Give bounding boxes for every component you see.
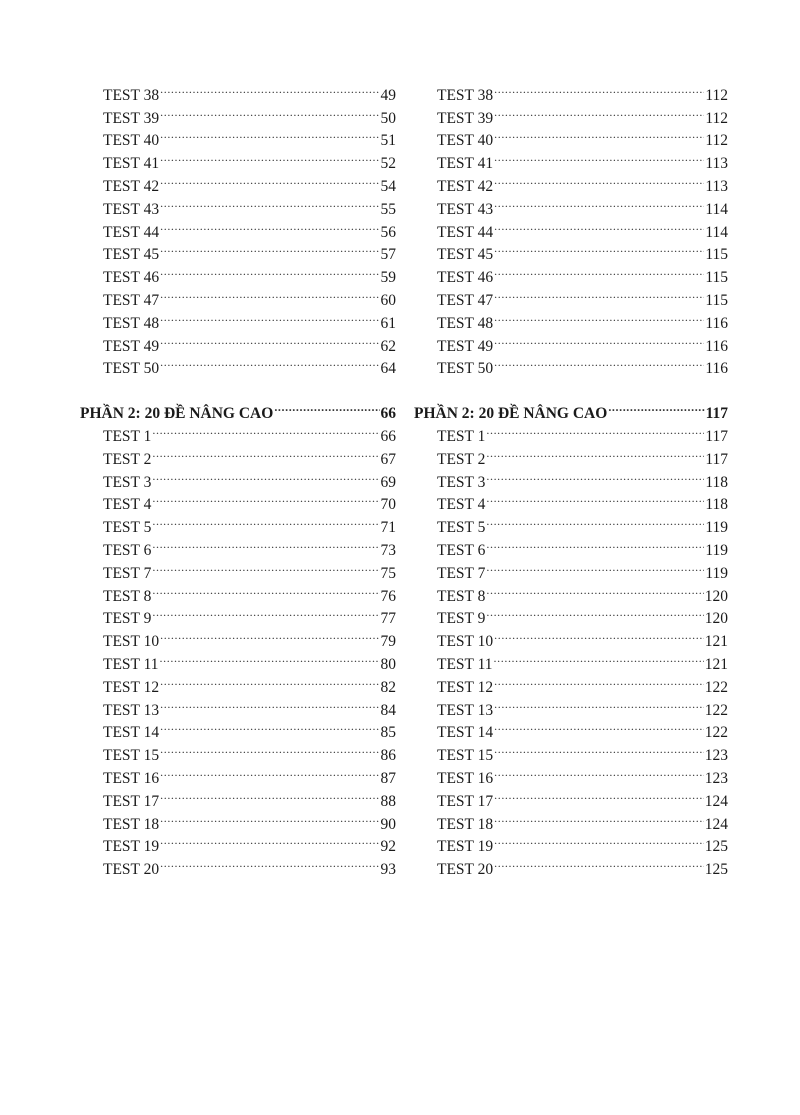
toc-entry-label: TEST 45 [103, 246, 160, 264]
toc-entry-page-number: 71 [380, 519, 396, 537]
toc-entry-page-number: 122 [704, 701, 728, 719]
dot-leader [608, 395, 704, 418]
toc-entry-page-number: 66 [380, 427, 396, 445]
toc-entry-label: TEST 47 [437, 291, 494, 309]
toc-entry-label: TEST 50 [437, 360, 494, 378]
toc-entry-page-number: 121 [704, 655, 728, 673]
dot-leader [152, 509, 379, 532]
dot-leader [494, 715, 704, 738]
dot-leader [494, 783, 704, 806]
toc-entry-label: PHẦN 2: 20 ĐỀ NÂNG CAO [80, 405, 274, 423]
dot-leader [494, 328, 704, 351]
toc-entry-page-number: 49 [380, 86, 396, 104]
toc-entry-page-number: 54 [380, 177, 396, 195]
dot-leader [160, 623, 379, 646]
toc-entry-label: TEST 8 [437, 587, 486, 605]
toc-entry-label: TEST 3 [437, 473, 486, 491]
toc-entry-label: TEST 7 [437, 564, 486, 582]
dot-leader [152, 532, 379, 555]
toc-entry-page-number: 119 [705, 519, 728, 537]
toc-entry-label: TEST 9 [103, 610, 152, 628]
section-heading [80, 395, 396, 423]
dot-leader [494, 168, 704, 191]
dot-leader [160, 646, 380, 669]
toc-entry-page-number: 124 [704, 792, 728, 810]
toc-entry-label: TEST 17 [103, 792, 160, 810]
toc-entry-label: TEST 1 [437, 427, 486, 445]
toc-entry-page-number: 115 [705, 291, 728, 309]
dot-leader [494, 191, 704, 214]
dot-leader [494, 806, 704, 829]
toc-entry-page-number: 116 [705, 360, 728, 378]
toc-entry-page-number: 52 [380, 155, 396, 173]
toc-entry-label: TEST 46 [103, 269, 160, 287]
toc-entry-label: TEST 2 [437, 450, 486, 468]
dot-leader [160, 737, 379, 760]
section-heading [414, 395, 728, 423]
dot-leader [494, 669, 704, 692]
toc-entry-label: PHẦN 2: 20 ĐỀ NÂNG CAO [414, 405, 608, 423]
toc-entry-page-number: 118 [705, 496, 728, 514]
toc-entry-label: TEST 10 [103, 633, 160, 651]
dot-leader [486, 578, 703, 601]
dot-leader [160, 351, 379, 374]
dot-leader [494, 237, 704, 260]
toc-entry-label: TEST 38 [437, 86, 494, 104]
toc-entry-page-number: 114 [705, 200, 728, 218]
dot-leader [160, 145, 379, 168]
toc-entry-label: TEST 10 [437, 633, 494, 651]
toc-entry-page-number: 112 [705, 86, 728, 104]
dot-leader [152, 487, 379, 510]
toc-column-right [414, 77, 728, 879]
toc-entry-label: TEST 41 [437, 155, 494, 173]
toc-entry-label: TEST 38 [103, 86, 160, 104]
toc-entry-label: TEST 1 [103, 427, 152, 445]
toc-entry-label: TEST 12 [103, 678, 160, 696]
toc-entry-label: TEST 3 [103, 473, 152, 491]
dot-leader [494, 100, 704, 123]
toc-entry-label: TEST 47 [103, 291, 160, 309]
toc-entry-label: TEST 12 [437, 678, 494, 696]
dot-leader [494, 351, 704, 374]
toc-entry-page-number: 115 [705, 269, 728, 287]
dot-leader [152, 555, 379, 578]
dot-leader [152, 464, 379, 487]
toc-entry-page-number: 82 [380, 678, 396, 696]
toc-entry-page-number: 73 [380, 541, 396, 559]
dot-leader [494, 760, 704, 783]
toc-entry-label: TEST 5 [103, 519, 152, 537]
dot-leader [160, 669, 379, 692]
toc-entry-label: TEST 2 [103, 450, 152, 468]
toc-entry-page-number: 50 [380, 109, 396, 127]
toc-entry-label: TEST 6 [103, 541, 152, 559]
toc-entry-page-number: 79 [380, 633, 396, 651]
toc-entry-label: TEST 5 [437, 519, 486, 537]
toc-entry-label: TEST 46 [437, 269, 494, 287]
dot-leader [486, 418, 704, 441]
dot-leader [160, 237, 379, 260]
toc-entry-page-number: 64 [380, 360, 396, 378]
toc-entry-page-number: 61 [380, 314, 396, 332]
toc-entry-label: TEST 48 [103, 314, 160, 332]
dot-leader [494, 829, 704, 852]
toc-entry-page-number: 123 [704, 747, 728, 765]
toc-entry-label: TEST 43 [437, 200, 494, 218]
toc-entry-page-number: 88 [380, 792, 396, 810]
dot-leader [160, 191, 379, 214]
dot-leader [494, 77, 704, 100]
toc-entry-page-number: 62 [380, 337, 396, 355]
dot-leader [486, 441, 704, 464]
dot-leader [486, 532, 704, 555]
toc-entry-label: TEST 42 [437, 177, 494, 195]
toc-entry-label: TEST 20 [103, 861, 160, 879]
toc-entry-page-number: 124 [704, 815, 728, 833]
toc-entry-page-number: 113 [705, 177, 728, 195]
toc-entry-label: TEST 4 [103, 496, 152, 514]
toc-entry-label: TEST 4 [437, 496, 486, 514]
toc-entry-page-number: 55 [380, 200, 396, 218]
toc-entry-label: TEST 39 [437, 109, 494, 127]
toc-entry-label: TEST 43 [103, 200, 160, 218]
toc-entry [80, 77, 396, 104]
toc-entry-page-number: 85 [380, 724, 396, 742]
dot-leader [494, 214, 704, 237]
toc-entry-label: TEST 50 [103, 360, 160, 378]
toc-entry-label: TEST 18 [103, 815, 160, 833]
toc-entry-page-number: 60 [380, 291, 396, 309]
toc-entry-label: TEST 20 [437, 861, 494, 879]
toc-entry-page-number: 112 [705, 132, 728, 150]
dot-leader [494, 737, 704, 760]
toc-entry-page-number: 119 [705, 541, 728, 559]
toc-entry-page-number: 57 [380, 246, 396, 264]
toc-entry-label: TEST 40 [103, 132, 160, 150]
toc-entry-label: TEST 40 [437, 132, 494, 150]
toc-entry-page-number: 69 [380, 473, 396, 491]
toc-entry-page-number: 70 [380, 496, 396, 514]
toc-entry-page-number: 120 [704, 587, 728, 605]
dot-leader [494, 623, 704, 646]
toc-entry-page-number: 117 [705, 427, 728, 445]
dot-leader [160, 851, 379, 874]
dot-leader [274, 395, 379, 418]
toc-entry-page-number: 112 [705, 109, 728, 127]
toc-entry [414, 77, 728, 104]
toc-entry-page-number: 56 [380, 223, 396, 241]
toc-entry-label: TEST 49 [437, 337, 494, 355]
toc-entry-label: TEST 39 [103, 109, 160, 127]
toc-entry-page-number: 115 [705, 246, 728, 264]
dot-leader [486, 509, 704, 532]
dot-leader [160, 259, 379, 282]
dot-leader [160, 760, 379, 783]
toc-entry-page-number: 117 [705, 450, 728, 468]
dot-leader [160, 829, 379, 852]
toc-entry-page-number: 118 [705, 473, 728, 491]
dot-leader [494, 851, 704, 874]
toc-entry-page-number: 121 [704, 633, 728, 651]
dot-leader [486, 601, 703, 624]
dot-leader [152, 441, 379, 464]
toc-entry-page-number: 122 [704, 724, 728, 742]
toc-entry-label: TEST 13 [437, 701, 494, 719]
toc-entry-page-number: 114 [705, 223, 728, 241]
toc-entry-page-number: 67 [380, 450, 396, 468]
toc-entry-page-number: 59 [380, 269, 396, 287]
toc-entry-page-number: 84 [380, 701, 396, 719]
toc-entry-page-number: 75 [380, 564, 396, 582]
toc-entry-page-number: 113 [705, 155, 728, 173]
dot-leader [486, 464, 704, 487]
dot-leader [494, 145, 704, 168]
dot-leader [160, 100, 379, 123]
toc-entry-label: TEST 42 [103, 177, 160, 195]
toc-entry-label: TEST 9 [437, 610, 486, 628]
dot-leader [152, 601, 379, 624]
toc-entry-label: TEST 16 [103, 769, 160, 787]
dot-leader [494, 692, 704, 715]
toc-entry-label: TEST 44 [103, 223, 160, 241]
toc-entry-label: TEST 6 [437, 541, 486, 559]
toc-entry-label: TEST 45 [437, 246, 494, 264]
toc-entry-label: TEST 11 [437, 655, 493, 673]
toc-entry-page-number: 92 [380, 838, 396, 856]
toc-entry-label: TEST 15 [437, 747, 494, 765]
toc-entry-label: TEST 41 [103, 155, 160, 173]
dot-leader [160, 123, 379, 146]
dot-leader [160, 305, 379, 328]
toc-entry-page-number: 125 [704, 861, 728, 879]
toc-entry-label: TEST 18 [437, 815, 494, 833]
toc-entry-label: TEST 19 [103, 838, 160, 856]
dot-leader [152, 418, 379, 441]
dot-leader [160, 783, 379, 806]
toc-entry-page-number: 77 [380, 610, 396, 628]
dot-leader [160, 214, 379, 237]
dot-leader [160, 692, 379, 715]
toc-entry-page-number: 120 [704, 610, 728, 628]
toc-entry-label: TEST 13 [103, 701, 160, 719]
toc-entry-page-number: 87 [380, 769, 396, 787]
dot-leader [494, 282, 704, 305]
dot-leader [160, 806, 379, 829]
dot-leader [152, 578, 379, 601]
toc-entry-page-number: 119 [705, 564, 728, 582]
dot-leader [486, 487, 704, 510]
toc-entry-page-number: 125 [704, 838, 728, 856]
toc-entry-page-number: 51 [380, 132, 396, 150]
toc-entry-label: TEST 11 [103, 655, 159, 673]
dot-leader [160, 282, 379, 305]
toc-entry-page-number: 122 [704, 678, 728, 696]
toc-entry-label: TEST 7 [103, 564, 152, 582]
dot-leader [494, 123, 704, 146]
toc-entry-page-number: 116 [705, 337, 728, 355]
toc-column-left [80, 77, 396, 879]
dot-leader [494, 259, 704, 282]
toc-entry-label: TEST 16 [437, 769, 494, 787]
toc-entry-page-number: 80 [380, 655, 396, 673]
toc-entry-label: TEST 17 [437, 792, 494, 810]
toc-entry-page-number: 66 [380, 405, 396, 423]
dot-leader [494, 646, 704, 669]
dot-leader [494, 305, 704, 328]
toc-entry-label: TEST 19 [437, 838, 494, 856]
dot-leader [160, 715, 379, 738]
toc-entry-label: TEST 49 [103, 337, 160, 355]
toc-entry-page-number: 123 [704, 769, 728, 787]
toc-entry-page-number: 90 [380, 815, 396, 833]
dot-leader [486, 555, 704, 578]
dot-leader [160, 328, 379, 351]
dot-leader [160, 77, 379, 100]
toc-entry-page-number: 93 [380, 861, 396, 879]
toc-entry-label: TEST 14 [437, 724, 494, 742]
toc-entry-label: TEST 48 [437, 314, 494, 332]
toc-entry-label: TEST 8 [103, 587, 152, 605]
dot-leader [160, 168, 379, 191]
toc-entry-page-number: 117 [705, 405, 728, 423]
toc-entry-label: TEST 14 [103, 724, 160, 742]
toc-entry-label: TEST 15 [103, 747, 160, 765]
toc-entry-page-number: 86 [380, 747, 396, 765]
toc-entry-page-number: 76 [380, 587, 396, 605]
toc-entry-label: TEST 44 [437, 223, 494, 241]
toc-entry-page-number: 116 [705, 314, 728, 332]
